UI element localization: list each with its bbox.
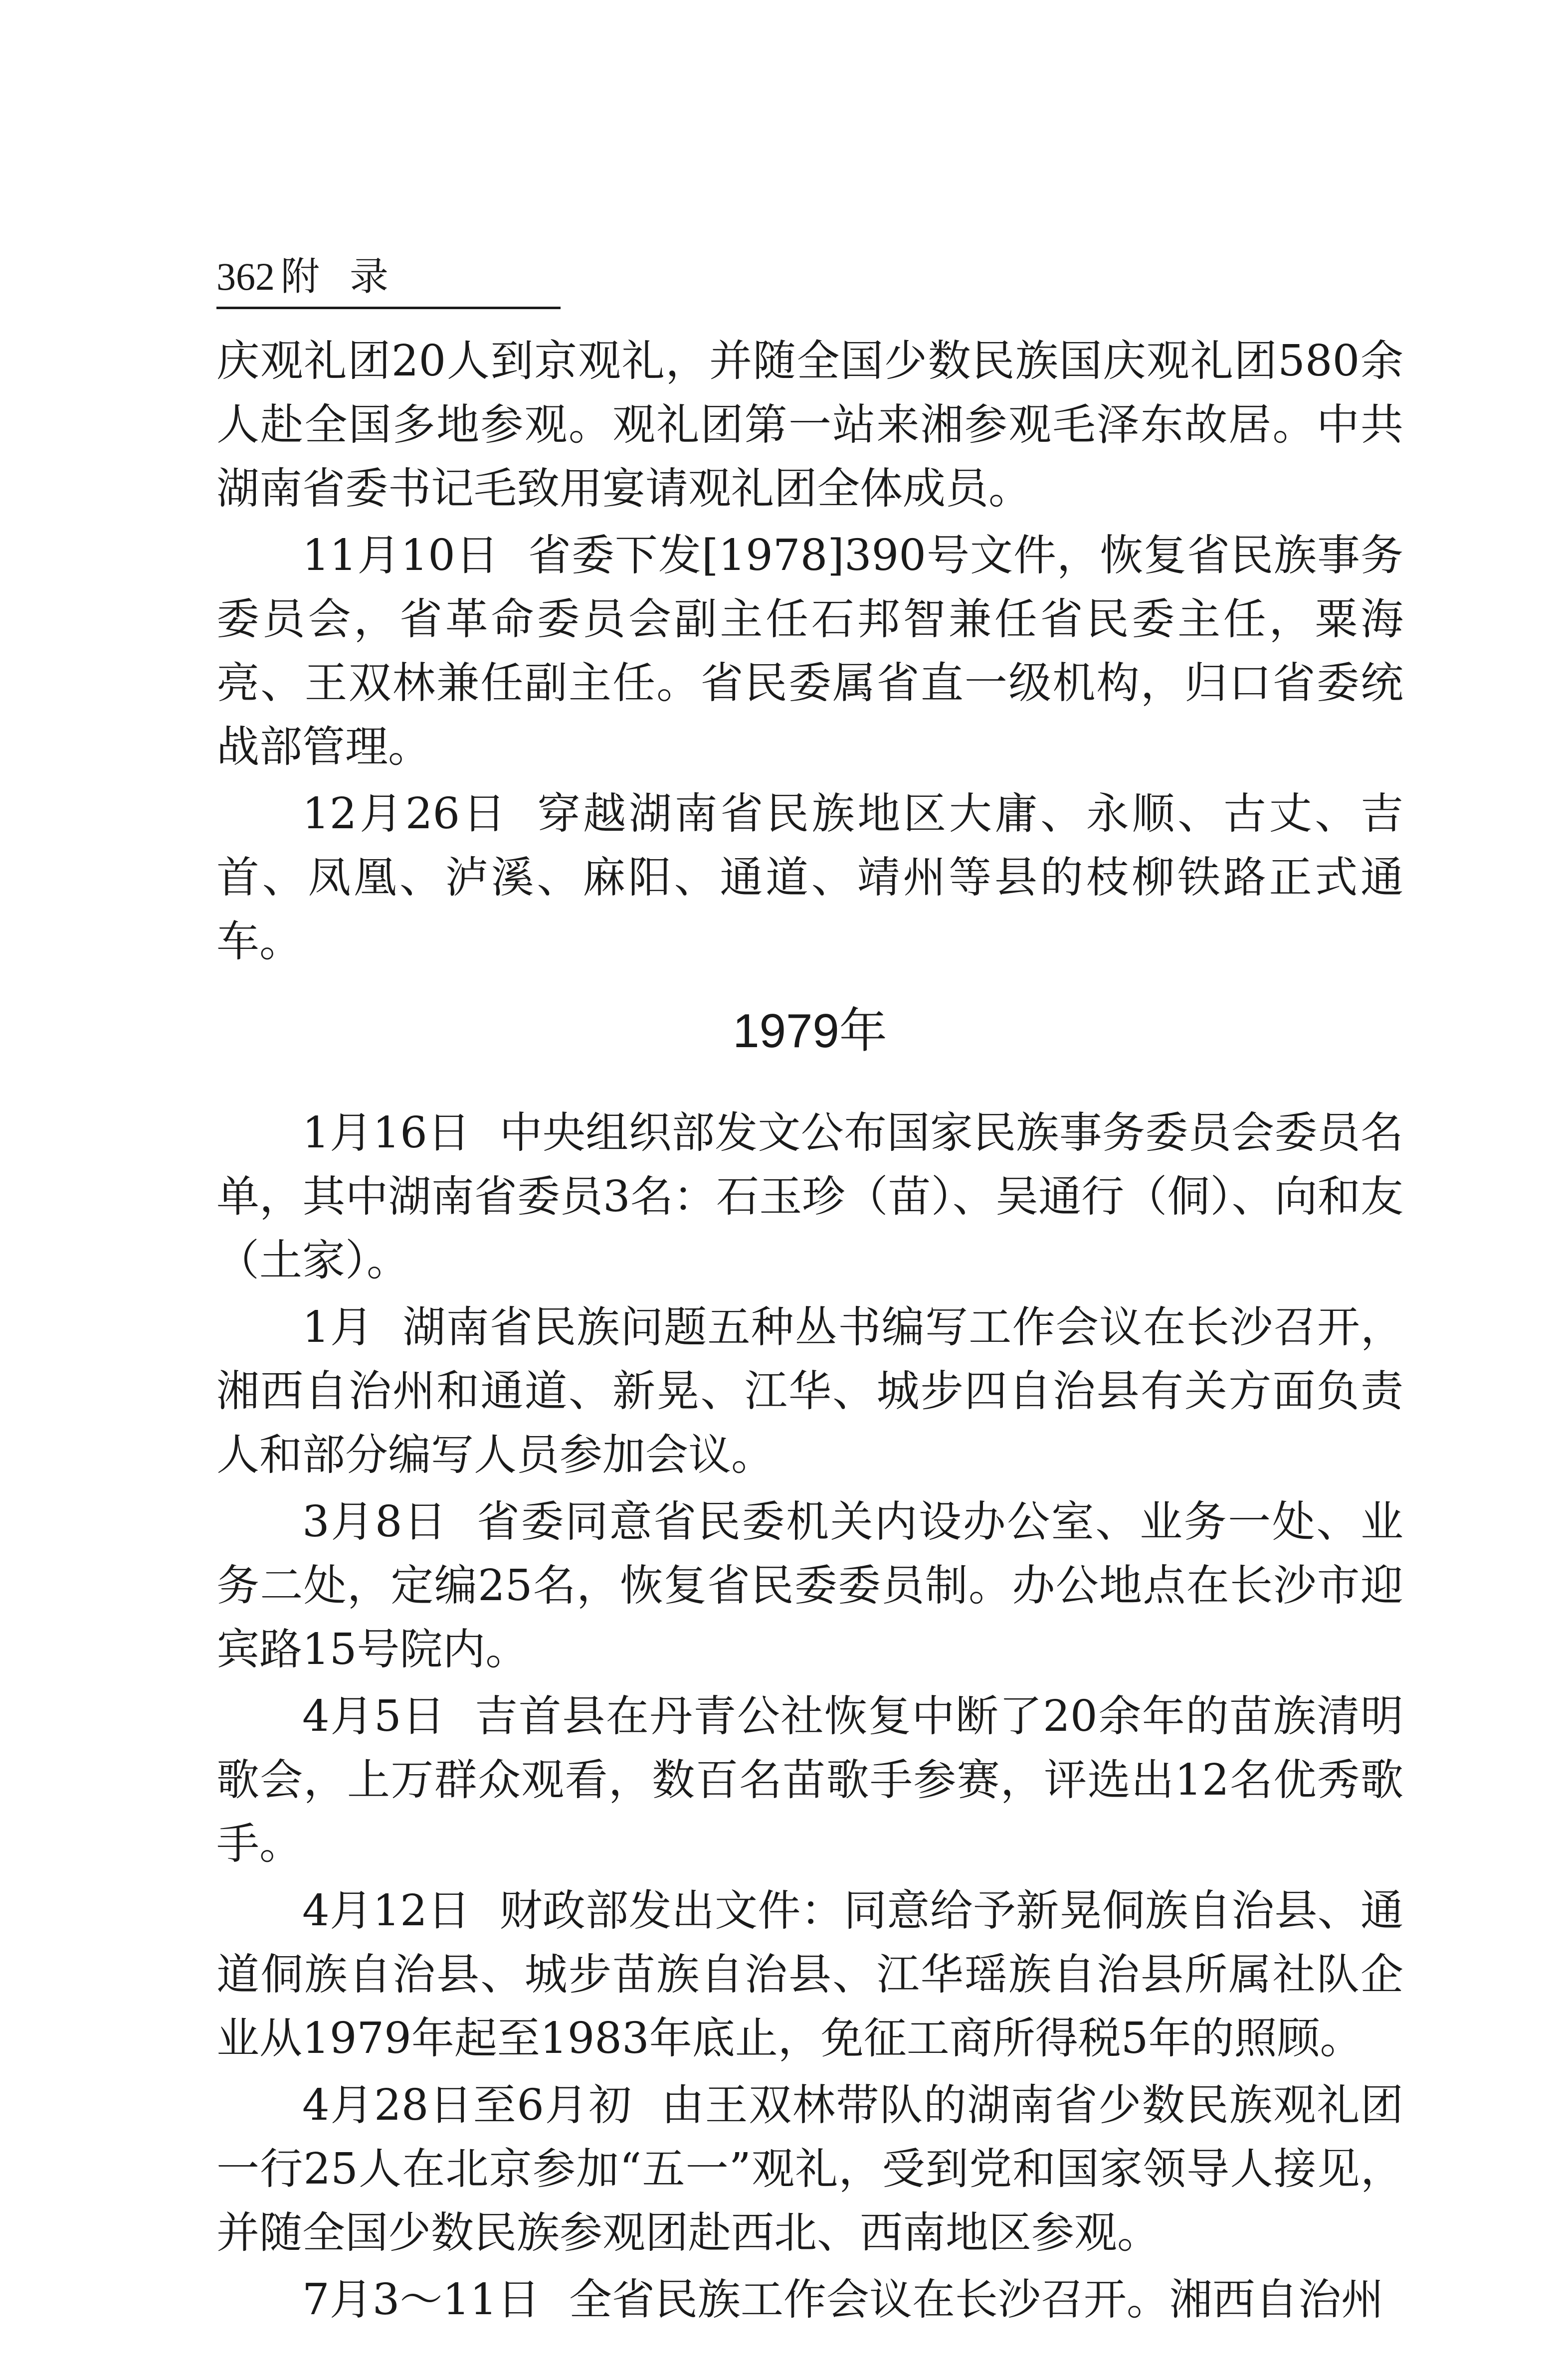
section-label: 附录 [281, 254, 419, 299]
entry-text: 财政部发出文件：同意给予新晃侗族自治县、通道侗族自治县、城步苗族自治县、江华瑶族自治县所属社队企业从1979年起至1983年底止，免征工商所得税5年的照顾。 [216, 1886, 1404, 2063]
entry-text: 省委下发[1978]390号文件，恢复省民族事务委员会，省革命委员会副主任石邦智兼任省民委主任，粟海亮、王双林兼任副主任。省民委属省直一级机构，归口省委统战部管理。 [216, 531, 1403, 772]
chronology-entry [216, 2073, 1403, 2265]
chronology-entry [216, 524, 1403, 779]
entry-date: 4月28日至6月初 [302, 2080, 632, 2130]
chronology-entry [216, 1684, 1403, 1876]
body-text [216, 329, 1403, 2335]
entry-date: 11月10日 [302, 531, 499, 580]
entry-text: 全省民族工作会议在长沙召开。湘西自治州 [569, 2275, 1384, 2325]
page-number: 362 [216, 255, 275, 298]
entry-date: 7月3～11日 [302, 2275, 540, 2325]
entry-date: 1月16日 [302, 1108, 471, 1158]
entry-text: 省委同意省民委机关内设办公室、业务一处、业务二处，定编25名，恢复省民委委员制。办公地点在长沙市迎宾路15号院内。 [216, 1497, 1403, 1674]
entry-date: 1月 [302, 1302, 374, 1352]
running-head [216, 249, 561, 309]
entry-text: 由王双林带队的湖南省少数民族观礼团一行25人在北京参加“五一”观礼，受到党和国家领导人接见，并随全国少数民族参观团赴西北、西南地区参观。 [216, 2080, 1403, 2258]
chronology-entry [216, 1101, 1403, 1292]
entry-date: 3月8日 [302, 1497, 448, 1547]
entry-text: 湖南省民族问题五种丛书编写工作会议在长沙召开，湘西自治州和通道、新晃、江华、城步四自治县有关方面负责人和部分编写人员参加会议。 [216, 1302, 1404, 1480]
entry-date: 4月5日 [302, 1691, 446, 1741]
entry-text: 吉首县在丹青公社恢复中断了20余年的苗族清明歌会，上万群众观看，数百名苗歌手参赛，评选出12名优秀歌手。 [216, 1691, 1403, 1869]
entry-date: 12月26日 [302, 789, 509, 839]
entry-text: 中央组织部发文公布国家民族事务委员会委员名单，其中湖南省委员3名：石玉珍（苗）、吴通行（侗）、向和友（土家）。 [216, 1108, 1404, 1285]
chronology-entry [216, 782, 1403, 973]
entry-text: 穿越湖南省民族地区大庸、永顺、古丈、吉首、凤凰、泸溪、麻阳、通道、靖州等县的枝柳铁路正式通车。 [216, 789, 1403, 966]
continued-paragraph: 庆观礼团20人到京观礼，并随全国少数民族国庆观礼团580余人赴全国多地参观。观礼团第一站来湘参观毛泽东故居。中共湖南省委书记毛致用宴请观礼团全体成员。 [216, 336, 1403, 514]
year-heading: 1979年 [733, 1004, 887, 1058]
chronology-entry [216, 1490, 1403, 1681]
chronology-entry [216, 1295, 1403, 1487]
entry-date: 4月12日 [302, 1886, 471, 1936]
chronology-entry [216, 1879, 1403, 2070]
chronology-entry [216, 2268, 1403, 2332]
